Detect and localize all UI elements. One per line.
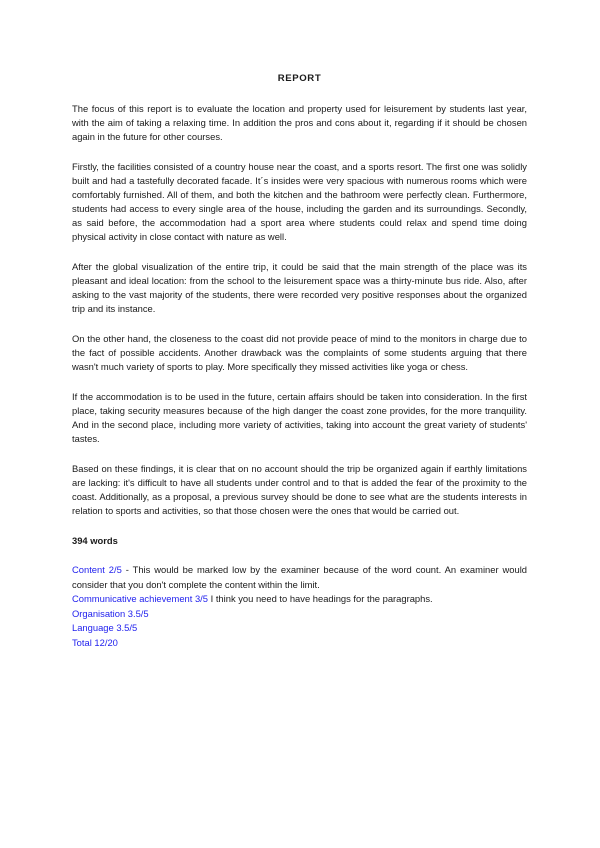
document-page <box>72 72 527 650</box>
word-count: 394 words <box>72 535 118 546</box>
feedback-organisation <box>72 607 527 622</box>
feedback-communicative-achievement <box>72 592 527 607</box>
feedback-organisation-score: Organisation 3.5/5 <box>72 607 149 619</box>
feedback-total <box>72 636 527 651</box>
paragraph-facilities: Firstly, the facilities consisted of a country house near the coast, and a sports resort. The first one was solidly built and had a tastefully decorated facade. It´s insides were very spacious with numerous rooms which were comfortably furnished. All of them, and both the kitchen and the bathroom were perfectly clean. Furthermore, students had access to every single area of the house, including the garden and its surroundings. Secondly, as said before, the accommodation had a sport area where students could relax and spend time doing physical activity in close contact with nature as well. <box>72 161 527 242</box>
feedback-communicative-comment: I think you need to have headings for the paragraphs. <box>208 593 433 604</box>
feedback-language <box>72 621 527 636</box>
feedback-section <box>72 563 527 650</box>
feedback-language-score: Language 3.5/5 <box>72 622 138 633</box>
paragraph-drawbacks: On the other hand, the closeness to the coast did not provide peace of mind to the monitors in charge due to the fact of possible accidents. Another drawback was the complaints of some students arguing that there wasn't much variety of sports to play. More specifically they missed activities like yoga or chess. <box>72 333 527 372</box>
paragraph-recommendations: If the accommodation is to be used in the future, certain affairs should be taken into consideration. In the first place, taking security measures because of the high danger the coast zone provides, for the more tranquility. And in the second place, including more variety of activities, taking into account the great variety of students' tastes. <box>72 391 527 444</box>
feedback-communicative-score: Communicative achievement 3/5 <box>72 593 209 604</box>
paragraph-strengths: After the global visualization of the entire trip, it could be said that the main strength of the place was its pleasant and ideal location: from the school to the leisurement space was a thirty-minute bus ride. Also, after asking to the vast majority of the students, there were recorded very positive responses about the organized trip and its instance. <box>72 261 527 314</box>
feedback-content-comment: - This would be marked low by the examiner because of the word count. An examiner would consider that you don't complete the content within the limit. <box>72 564 527 590</box>
report-title: REPORT <box>277 73 322 84</box>
paragraph-introduction: The focus of this report is to evaluate the location and property used for leisurement by students last year, with the aim of taking a relaxing time. In addition the pros and cons about it, regarding if it should be chosen again in the future for other courses. <box>72 103 527 142</box>
feedback-content <box>72 563 527 592</box>
feedback-content-score: Content 2/5 <box>72 564 122 575</box>
paragraph-conclusion: Based on these findings, it is clear that on no account should the trip be organized again if earthly limitations are lacking: it's difficult to have all students under control and to that is added the fear of the proximity to the coast. Additionally, as a proposal, a previous survey should be done to see what are the students interests in relation to sports and activities, so that those chosen were the ones that would be carried out. <box>72 463 527 516</box>
feedback-total-score: Total 12/20 <box>72 636 118 648</box>
